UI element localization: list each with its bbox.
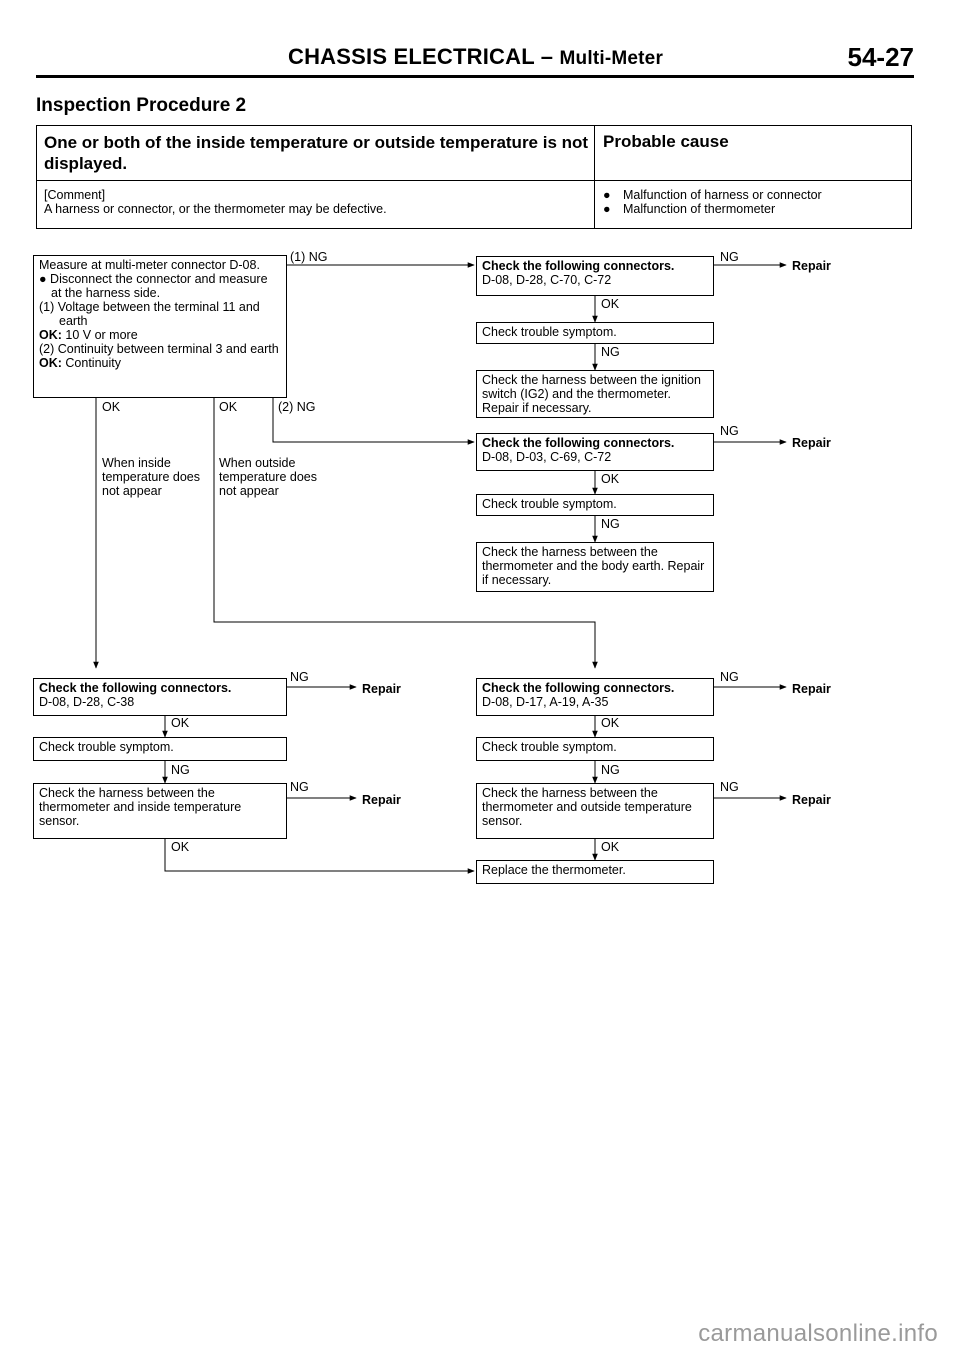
ok-label: OK [601, 472, 620, 486]
watermark: carmanualsonline.info [698, 1320, 938, 1347]
branch-outside: When outside temperature does not appear [219, 456, 317, 498]
connector-check-a: Check the following connectors. D-08, D-28, C-70, C-72 [476, 256, 714, 296]
measure-step: Measure at multi-meter connector D-08. [39, 258, 260, 272]
probable-cause-heading: Probable cause [603, 132, 729, 151]
comment-text: A harness or connector, or the thermometer may be defective. [44, 202, 387, 216]
page-number: 54-27 [847, 42, 914, 72]
ng-label: NG [290, 780, 309, 794]
repair-label: Repair [792, 793, 831, 807]
measure-step: (1) Voltage between the terminal 11 and earth [39, 300, 260, 328]
ng2-label: (2) NG [278, 400, 316, 414]
ng-label: NG [601, 517, 620, 531]
section-subtitle: Multi-Meter [559, 48, 664, 69]
symptom-text: One or both of the inside temperature or outside temperature is not displayed. [44, 133, 589, 173]
cause-item: ● Malfunction of harness or connector [603, 188, 822, 202]
ng-label: NG [601, 345, 620, 359]
ng-label: NG [290, 670, 309, 684]
ng-label: NG [720, 250, 739, 264]
repair-label: Repair [792, 436, 831, 450]
measure-criteria: OK: 10 V or more [39, 328, 138, 342]
harness-ignition-check: Check the harness between the ignition switch (IG2) and the thermometer. Repair if necessary. [476, 370, 714, 418]
harness-inside-check: Check the harness between the thermometer and inside temperature sensor. [33, 783, 287, 839]
bullet-icon: ● [39, 272, 47, 286]
ok-label: OK [171, 840, 190, 854]
ok-label: OK [601, 716, 620, 730]
measure-criteria: OK: Continuity [39, 356, 121, 370]
trouble-check: Check trouble symptom. [476, 322, 714, 344]
connector-check-b: Check the following connectors. D-08, D-03, C-69, C-72 [476, 433, 714, 471]
bullet-icon: ● [603, 188, 611, 202]
ok-label: OK [219, 400, 238, 414]
replace-thermometer: Replace the thermometer. [476, 860, 714, 884]
trouble-check: Check trouble symptom. [33, 737, 287, 761]
ng-label: NG [171, 763, 190, 777]
ng1-label: (1) NG [290, 250, 328, 264]
measure-box [33, 255, 287, 398]
harness-outside-check: Check the harness between the thermometer and outside temperature sensor. [476, 783, 714, 839]
section-title-main: CHASSIS ELECTRICAL [288, 44, 535, 69]
trouble-check: Check trouble symptom. [476, 737, 714, 761]
repair-label: Repair [792, 682, 831, 696]
measure-step: ● Disconnect the connector and measure at the harness side. [39, 272, 268, 300]
procedure-title: Inspection Procedure 2 [36, 95, 247, 116]
ng-label: NG [720, 780, 739, 794]
ng-label: NG [601, 763, 620, 777]
comment-label: [Comment] [44, 188, 106, 202]
cause-item: ● Malfunction of thermometer [603, 202, 776, 216]
ok-label: OK [171, 716, 190, 730]
branch-inside: When inside temperature does not appear [102, 456, 200, 498]
ok-label: OK [102, 400, 121, 414]
harness-body-check: Check the harness between the thermometer and the body earth. Repair if necessary. [476, 542, 714, 592]
ng-label: NG [720, 670, 739, 684]
connector-check-d: Check the following connectors. D-08, D-17, A-19, A-35 [476, 678, 714, 716]
repair-label: Repair [362, 793, 401, 807]
repair-label: Repair [792, 259, 831, 273]
bullet-icon: ● [603, 202, 611, 216]
ok-label: OK [601, 840, 620, 854]
trouble-check: Check trouble symptom. [476, 494, 714, 516]
measure-step: (2) Continuity between terminal 3 and earth [39, 342, 279, 356]
ok-label: OK [601, 297, 620, 311]
connector-check-c: Check the following connectors. D-08, D-28, C-38 [33, 678, 287, 716]
ng-label: NG [720, 424, 739, 438]
title-dash: – [540, 44, 554, 69]
repair-label: Repair [362, 682, 401, 696]
